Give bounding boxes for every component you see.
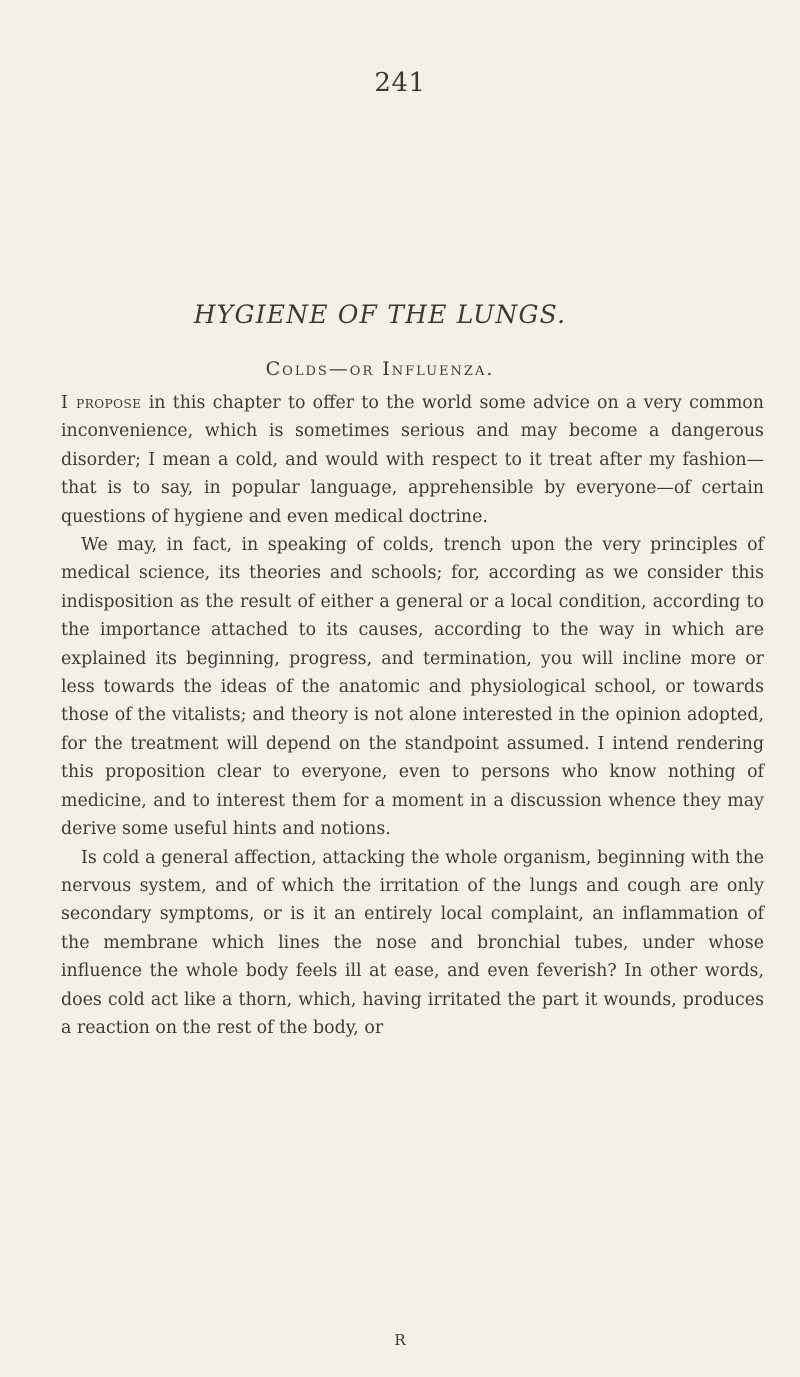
body-text [61, 389, 764, 1042]
paragraph-2: We may, in fact, in speaking of colds, trench upon the very principles of medical science, its theories and schools; for, according as we consider this indisposition as the result of either a general or a local condition, according to the importance attached to its causes, according to the way in which are explained its beginning, progress, and termination, you will incline more or less towards the ideas of the anatomic and physiological school, or towards those of the vitalists; and theory is not alone interested in the opinion adopted, for the treatment will depend on the standpoint assumed. I intend rendering this proposition clear to everyone, even to persons who know nothing of medicine, and to interest them for a moment in a discussion whence they may derive some useful hints and notions. [61, 535, 764, 840]
paragraph-3: Is cold a general affection, attacking the whole organism, beginning with the nervous system, and of which the irritation of the lungs and cough are only secondary symptoms, or is it an entirely local complaint, an inflammation of the membrane which lines the nose and bronchial tubes, under whose influence the whole body feels ill at ease, and even feverish? In other words, does cold act like a thorn, which, having irritated the part it wounds, produces a reaction on the rest of the body, or [61, 847, 764, 1038]
section-title: Colds—or Influenza. [265, 358, 495, 380]
paragraph-1-text: in this chapter to offer to the world some advice on a very common inconvenience, which is sometimes serious and may become a dangerous disorder; I mean a cold, and would with respect to it treat after my fashion—that is to say, in popular language, apprehensible by everyone—of certain questions of hygiene and even medical doctrine. [61, 393, 764, 527]
chapter-title: HYGIENE OF THE LUNGS. [193, 300, 567, 329]
paragraph-1 [61, 389, 764, 531]
page-number: 241 [374, 68, 426, 98]
lead-words: I propose [61, 393, 142, 413]
signature-mark: R [394, 1331, 406, 1349]
